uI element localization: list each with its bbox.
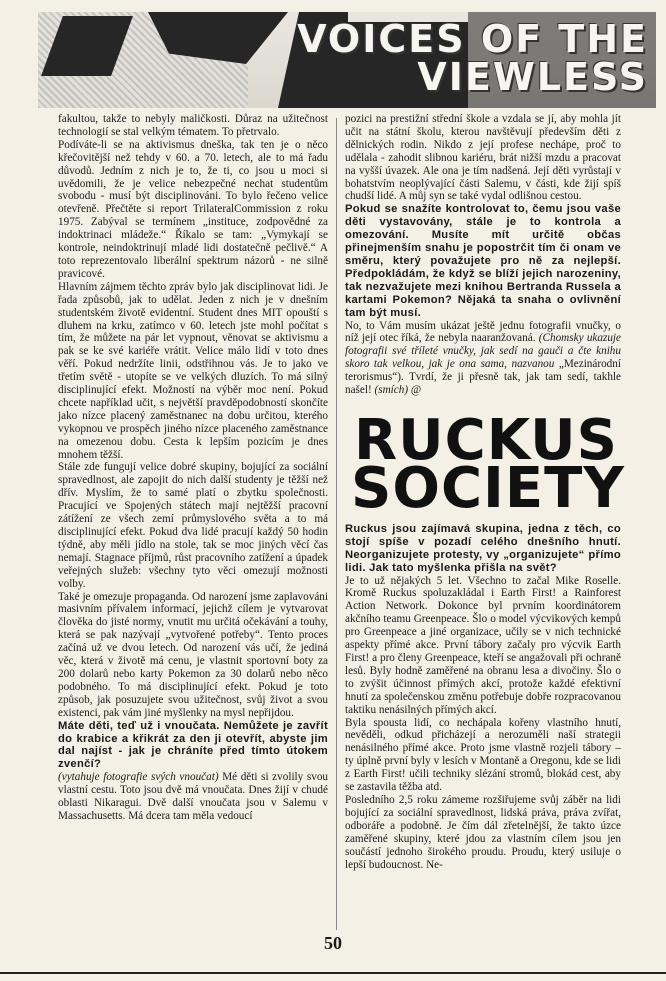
heading-line-2: SOCIETY xyxy=(351,455,625,521)
italic-text: (vytahuje fotografie svých vnoučat) xyxy=(58,771,219,784)
left-column xyxy=(58,113,328,823)
ruckus-paragraph: Byla spousta lidí, co nechápala kořeny vlastního hnutí, nevěděli, odkud přicházejí a nerozuměli naší strategii nenásilného přímé akce. Proto jsme vlastně rozjeli tábory – ty úplně první byly v lesích v Montaně a Oregonu, kde se lidi z Earth First! učili techniky slézání stromů, blokád cest, aby se zastavila těžba atd. xyxy=(345,716,621,794)
banner-title xyxy=(297,17,648,99)
bottom-border xyxy=(0,972,666,974)
text-run: „Mezinárodní terorismus“). Tvrdí, že ji přesně tak, jak tam sedí, takhle našel! xyxy=(345,358,621,397)
text-run: fakultou, takže to nebyly maličkosti. Důraz na užitečnost technologií se stal velkým tématem. To přetrvalo. xyxy=(58,113,328,138)
answer-paragraph xyxy=(58,139,328,281)
page-number: 50 xyxy=(324,933,342,953)
ruckus-paragraph: Posledního 2,5 roku zámeme rozšiřujeme svůj záběr na lidi bojující za sociální spravedlnost, lidská práva, práva zvířat, odboráře a podobně. Je čím dál zřetelnější, že takto úzce zaměřené skupiny, které jdou za vlastním cílem jsou jen součástí jednoho širokého proudu. Proudu, který usiluje o lepší budoucnost. Ne- xyxy=(345,793,621,871)
answer-paragraph xyxy=(58,113,328,139)
italic-text: (smích) xyxy=(374,384,409,397)
banner-line-1: VOICES OF THE xyxy=(297,17,648,61)
italic-text: (Chomsky ukazuje fotografii své tříleté vnučky, jak sedí na gauči a čte knihu skoro tak velkou, jak je ona sama, nazvanou xyxy=(345,332,621,371)
right-column xyxy=(345,113,625,871)
text-run: Stále zde fungují velice dobré skupiny, bojující za sociální spravedlnost, ale zapojit do nich další studenty je těžší než dřív. Myslím, že to samé platí o zbytku společnosti. Pracující ve Spojených státech mají nejtěžší pracovní zátížení ze všech zemí průmyslového světa a to má disciplinující efekt. Pokud dva lidé pracují každý 50 hodin týdně, aby měli jídlo na stole, tak se moc jiných věcí čas nemají. Stagnace příjmů, růst pracovního zatížení a úpadek veřejných služeb: všechny tyto věci omezují možnosti volby. xyxy=(58,461,328,590)
text-run: @ xyxy=(408,384,422,397)
interview-question: Máte děti, teď už i vnoučata. Nemůžete je zavřít do krabice a křikrát za den ji otevřít, abyste jim dal najíst - jak je chráníte před tímto útokem zvenčí? xyxy=(58,719,328,771)
answer-paragraph xyxy=(58,461,328,590)
answer-paragraph xyxy=(58,281,328,462)
answer-paragraph xyxy=(58,771,328,823)
text-run: pozici na prestižní střední škole a vzdala se jí, aby mohla jít učit na státní školu, kterou navštěvují především děti z dělnických rodin. Nikdo z její profese nechápe, proč to udělala - zahodit slibnou kariéru, brát nižší mzdu a pracovat na vyšší úvazek. Ale ona je tím nadšená. Její děti vyrůstají v bohatstvím neoplývající části Salemu, v části, kde žijí spíš chudší lidé. A můj syn se také vydal odlišnou cestou. xyxy=(345,113,621,203)
text-run: Také je omezuje propaganda. Od narození jsme zaplavováni masivním přívalem informací, jejichž cílem je vytvarovat člověka do jisté normy, vnutit mu určitá očekávání a touhy, která se pak nazývají „vytvořené potřeby“. Tento proces začíná už ve dvou letech. Od narození vás učí, že jediná věc, která v životě má cenu, je vlastnit sportovní boty za 200 dolarů nebo karty Pokemon za 30 dolarů nebo něco podobného. To má disciplinující efekt. Pokud je toto způsob, jak posuzujete svou užitečnost, svůj život a svou existenci, pak vám jiné myšlenky na mysl nepřijdou. xyxy=(58,590,328,719)
interview-question: Pokud se snažíte kontrolovat to, čemu jsou vaše děti vystavovány, stále je to kontrola a omezování. Musíte mít určitě občas přinejmenším snahu je popostrčit tím či onam ve směru, který považujete pro ně za nejlepší. Předpokládám, že když se blíží jejich narozeniny, tak nezvažujete mezi knihou Bertranda Russela a kartami Pokemon? Nějaká ta snaha o ovlivnění tam být musí. xyxy=(345,203,621,319)
heading-line-1: RUCKUS xyxy=(354,407,618,473)
header-collage-banner xyxy=(38,12,656,108)
text-run: Hlavním zájmem těchto zpráv bylo jak disciplinovat lidi. Je řada způsobů, jak to udělat. Jeden z nich je v dnešním studentském životě evidentní. Student dnes MIT opouští s dluhem na krku, zatímco v 60. letech jste mohl počítat s tím, že můžete na pár let vypnout, věnovat se aktivismu a pak se ke své kariéře vrátit. Velice málo lidí v toto dnes věří. Pokud nedržíte linii, odstřihnou vás. Je to jako ve třetím světě - utopíte se ve velkých dluzích. To má silný disciplinující efekt. Možností na výběr moc není. Pokud chcete například učit, s největší pravděpodobností skončíte jako nízce placený zaměstnanec na dobu určitou, kterého vykopnou ve prospěch jiného nízce placeného zaměstnance na omezenou dobu. Cesta k lepším pozicím je dnes mnohem těžší. xyxy=(58,280,328,461)
banner-line-2: VIEWLESS xyxy=(417,55,648,99)
ruckus-intro-question: Ruckus jsou zajímavá skupina, jedna z těch, co stojí spíše v pozadí celého dnešního hnutí. Neorganizujete protesty, vy „organizujete“ přímo lidi. Jak tato myšlenka přišla na svět? xyxy=(345,522,621,574)
interview-continuation xyxy=(345,113,621,397)
answer-paragraph xyxy=(345,113,621,203)
ruckus-society-heading xyxy=(351,407,625,521)
text-run: Podíváte-li se na aktivismus dneška, tak ten je o něco křečovitější než tehdy v 60. a 70. letech, ale to má řadu důvodů. Jedním z nich je to, že ti, co jsou u moci si uvědomili, že je velice nebezpečné nechat studentům svobodu - musí být disciplinováni. To bylo řečeno velice otevřeně. Přečtěte si report TrilateralCommission z roku 1975. Zabýval se termínem „instituce, zodpovědné za indoktrinaci mládeže.“ Říkalo se tam: „Vymykají se kontrole, neindoktrinují mladé lidi dostatečně pečlivě.“ A toto reprezentovalo liberální spektrum názorů - ne silně pravicové. xyxy=(58,138,328,280)
ruckus-paragraph: Je to už nějakých 5 let. Všechno to začal Mike Roselle. Kromě Ruckus spoluzakládal i Earth First! a Rainforest Action Network. Dokonce byl prvním koordinátorem akčního teamu Greenpeace. Šlo o model výcvikových kempů pro Greenpeace a jiné organizace, učily se v nich technické aspekty přímé akce. První tábory začaly pro výcvik Earth First! a pro členy Greenpeace, kteří se angažovali při ochraně lesů. Byly hodně zaměřené na obranu lesa a divočiny. Šlo o to zvýšit účinnost přímých akcí, protože každé efektivní hnutí za společenskou změnu potřebuje dobře rozpracovanou taktiku nenásilných přímých akcí. xyxy=(345,574,621,716)
column-divider xyxy=(336,118,337,930)
text-run: No, to Vám musím ukázat ještě jednu fotografii vnučky, o níž její otec říká, že nebyla naaranžovaná. xyxy=(345,319,621,345)
text-run: Mé děti si zvolily svou vlastní cestu. Toto jsou dvě má vnoučata. Dnes žijí v chudé oblasti Nikaragui. Dvě další vnoučata jsou v Salemu v Massachusetts. Má dcera tam měla vedoucí xyxy=(58,771,329,822)
answer-paragraph xyxy=(345,320,621,397)
answer-paragraph xyxy=(58,591,328,720)
